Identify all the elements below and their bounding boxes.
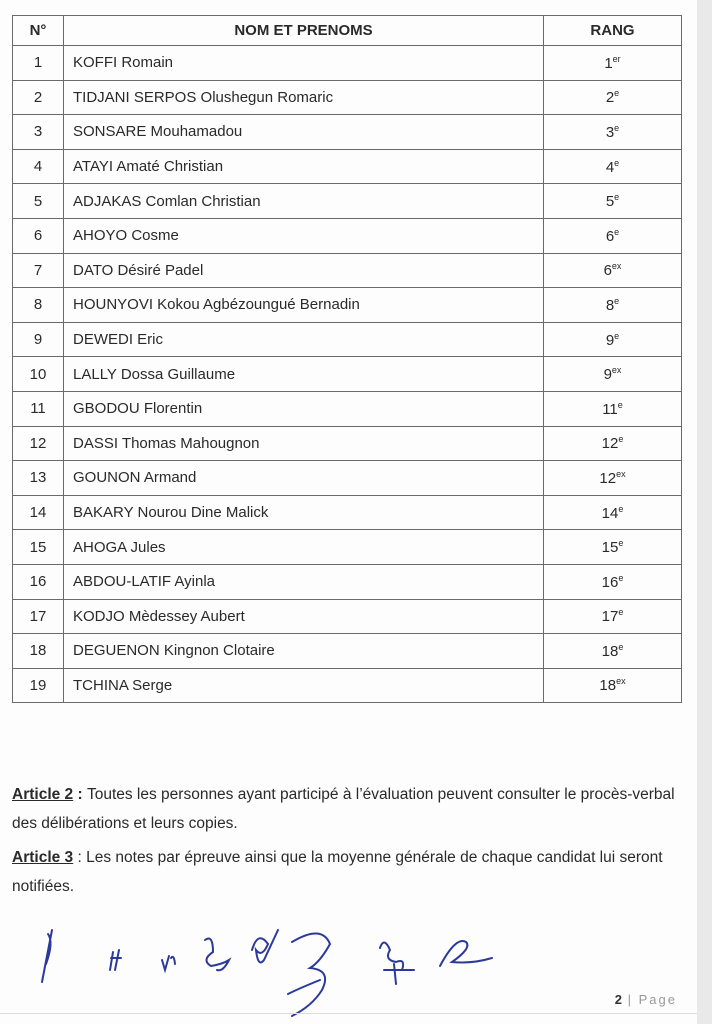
row-name: ATAYI Amaté Christian xyxy=(64,149,544,184)
table-row xyxy=(13,46,682,81)
signature-7 xyxy=(380,942,414,984)
row-number: 18 xyxy=(13,634,64,669)
rank-value: 17 xyxy=(601,608,619,626)
row-name: SONSARE Mouhamadou xyxy=(64,115,544,150)
row-number: 10 xyxy=(13,357,64,392)
page-footer xyxy=(615,992,677,1007)
row-rank xyxy=(544,461,682,496)
row-name: ADJAKAS Comlan Christian xyxy=(64,184,544,219)
rank-suffix: ex xyxy=(611,261,622,272)
row-number: 9 xyxy=(13,322,64,357)
rank-value: 6 xyxy=(605,227,615,245)
signature-8 xyxy=(440,941,492,966)
row-name: ABDOU-LATIF Ayinla xyxy=(64,564,544,599)
rank-value: 9 xyxy=(605,331,615,349)
rank-suffix: e xyxy=(614,88,620,99)
row-name: AHOGA Jules xyxy=(64,530,544,565)
rank-suffix: e xyxy=(617,399,623,410)
table-row xyxy=(13,253,682,288)
row-rank xyxy=(544,530,682,565)
header-rank: RANG xyxy=(544,16,682,46)
row-name: DASSI Thomas Mahougnon xyxy=(64,426,544,461)
row-rank xyxy=(544,634,682,669)
header-number: N° xyxy=(13,16,64,46)
rank-suffix: e xyxy=(618,503,624,514)
header-name: NOM ET PRENOMS xyxy=(64,16,544,46)
row-number: 5 xyxy=(13,184,64,219)
table-header-row xyxy=(13,16,682,46)
rank-suffix: e xyxy=(614,295,620,306)
row-name: KOFFI Romain xyxy=(64,46,544,81)
table-row xyxy=(13,391,682,426)
table-row xyxy=(13,530,682,565)
rank-suffix: er xyxy=(612,53,621,64)
rank-value: 14 xyxy=(601,504,619,522)
row-number: 3 xyxy=(13,115,64,150)
table-row xyxy=(13,668,682,703)
row-number: 12 xyxy=(13,426,64,461)
rank-value: 8 xyxy=(605,296,615,314)
row-name: GBODOU Florentin xyxy=(64,391,544,426)
row-number: 17 xyxy=(13,599,64,634)
ranking-table xyxy=(12,15,682,703)
row-rank xyxy=(544,149,682,184)
row-rank xyxy=(544,322,682,357)
rank-value: 1 xyxy=(604,54,613,72)
row-rank xyxy=(544,46,682,81)
rank-value: 9 xyxy=(603,366,612,384)
table-row xyxy=(13,357,682,392)
row-name: DEGUENON Kingnon Clotaire xyxy=(64,634,544,669)
page-number: 2 xyxy=(614,992,623,1007)
row-number: 4 xyxy=(13,149,64,184)
signature-5 xyxy=(252,930,278,962)
row-rank xyxy=(544,184,682,219)
rank-value: 12 xyxy=(601,435,619,453)
article-sep: : xyxy=(73,849,87,866)
rank-value: 15 xyxy=(601,539,619,557)
row-rank xyxy=(544,599,682,634)
rank-suffix: e xyxy=(614,226,620,237)
row-rank xyxy=(544,218,682,253)
row-name: BAKARY Nourou Dine Malick xyxy=(64,495,544,530)
row-number: 16 xyxy=(13,564,64,599)
table-row xyxy=(13,115,682,150)
table-row xyxy=(13,634,682,669)
rank-value: 3 xyxy=(605,123,615,141)
row-rank xyxy=(544,80,682,115)
rank-suffix: e xyxy=(614,122,620,133)
row-number: 13 xyxy=(13,461,64,496)
table-row xyxy=(13,461,682,496)
row-number: 19 xyxy=(13,668,64,703)
rank-suffix: e xyxy=(614,157,620,168)
article-label: Article 2 xyxy=(12,786,74,803)
table-row xyxy=(13,149,682,184)
row-number: 11 xyxy=(13,391,64,426)
row-name: DEWEDI Eric xyxy=(64,322,544,357)
rank-suffix: e xyxy=(618,434,624,445)
row-name: HOUNYOVI Kokou Agbézoungué Bernadin xyxy=(64,288,544,323)
row-name: LALLY Dossa Guillaume xyxy=(64,357,544,392)
rank-value: 2 xyxy=(605,89,615,107)
table-row xyxy=(13,288,682,323)
row-rank xyxy=(544,115,682,150)
table-row xyxy=(13,322,682,357)
rank-value: 16 xyxy=(601,573,619,591)
signature-4 xyxy=(205,939,229,971)
rank-suffix: ex xyxy=(616,676,626,687)
row-number: 1 xyxy=(13,46,64,81)
table-row xyxy=(13,218,682,253)
row-rank xyxy=(544,668,682,703)
row-rank xyxy=(544,253,682,288)
row-number: 6 xyxy=(13,218,64,253)
row-rank xyxy=(544,391,682,426)
signatures xyxy=(30,920,510,1020)
row-number: 8 xyxy=(13,288,64,323)
table-row xyxy=(13,80,682,115)
table-row xyxy=(13,184,682,219)
rank-suffix: e xyxy=(618,538,624,549)
row-number: 15 xyxy=(13,530,64,565)
row-rank xyxy=(544,495,682,530)
rank-value: 12 xyxy=(599,469,617,487)
row-number: 2 xyxy=(13,80,64,115)
article-sep: : xyxy=(73,786,87,803)
rank-suffix: e xyxy=(618,641,624,652)
rank-value: 6 xyxy=(603,262,612,280)
table-row xyxy=(13,495,682,530)
rank-suffix: ex xyxy=(616,468,626,479)
rank-suffix: e xyxy=(618,572,624,583)
article-3 xyxy=(12,843,697,901)
row-number: 14 xyxy=(13,495,64,530)
row-name: TCHINA Serge xyxy=(64,668,544,703)
article-text: Toutes les personnes ayant participé à l’évaluation peuvent consulter le procès-verbal des délibérations et leurs copies. xyxy=(12,786,675,832)
table-row xyxy=(13,599,682,634)
rank-value: 4 xyxy=(605,158,615,176)
row-number: 7 xyxy=(13,253,64,288)
signature-6 xyxy=(288,933,330,1016)
table-row xyxy=(13,564,682,599)
article-label: Article 3 xyxy=(12,849,74,866)
rank-suffix: e xyxy=(618,607,624,618)
footer-divider xyxy=(0,1013,697,1014)
page-label: | Page xyxy=(627,992,677,1007)
signature-1 xyxy=(42,930,52,982)
rank-value: 5 xyxy=(605,193,615,211)
row-rank xyxy=(544,357,682,392)
rank-suffix: ex xyxy=(611,365,622,376)
article-text: Les notes par épreuve ainsi que la moyenne générale de chaque candidat lui seront notifiées. xyxy=(12,849,663,895)
row-name: KODJO Mèdessey Aubert xyxy=(64,599,544,634)
row-name: AHOYO Cosme xyxy=(64,218,544,253)
row-name: GOUNON Armand xyxy=(64,461,544,496)
rank-suffix: e xyxy=(614,192,620,203)
article-2 xyxy=(12,780,697,838)
row-name: DATO Désiré Padel xyxy=(64,253,544,288)
rank-value: 18 xyxy=(599,677,617,695)
table-row xyxy=(13,426,682,461)
row-name: TIDJANI SERPOS Olushegun Romaric xyxy=(64,80,544,115)
rank-value: 18 xyxy=(601,642,619,660)
row-rank xyxy=(544,426,682,461)
row-rank xyxy=(544,288,682,323)
rank-value: 11 xyxy=(602,400,618,418)
signature-2 xyxy=(110,950,121,970)
signature-3 xyxy=(162,956,175,970)
row-rank xyxy=(544,564,682,599)
rank-suffix: e xyxy=(614,330,620,341)
